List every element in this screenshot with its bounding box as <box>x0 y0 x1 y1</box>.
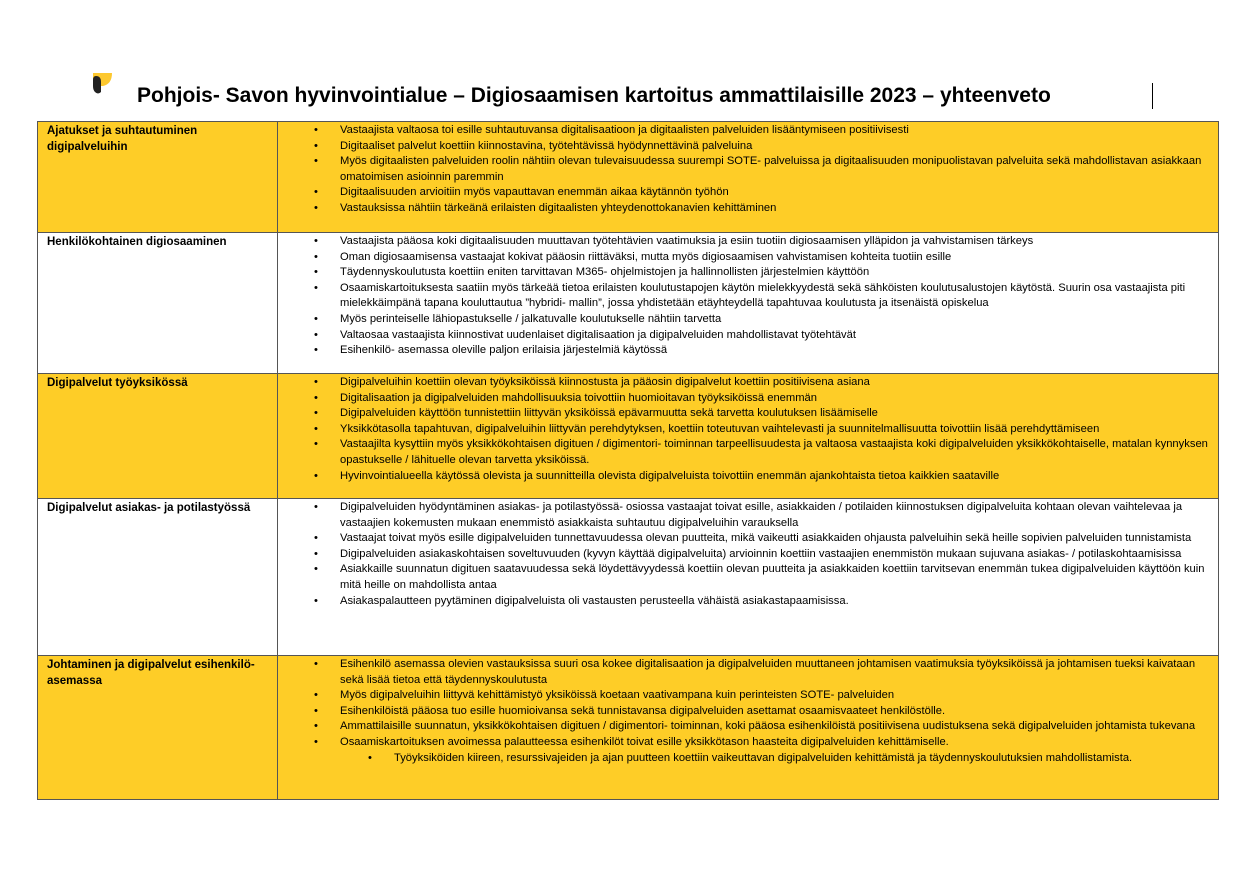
table-row <box>38 374 1219 499</box>
list-item: • Vastaajista pääosa koki digitaalisuuden muuttavan työtehtävien vaatimuksia ja esiin tuotiin digiosaamisen ylläpidon ja vahvistamisen tärkeys <box>278 234 1210 250</box>
list-item: • Digipalveluiden asiakaskohtaisen soveltuvuuden (kyvyn käyttää digipalveluita) arvioinnin koettiin vastaajien enemmistön mukaan sujuvana asiakas- / potilaskohtaamisissa <box>278 547 1210 563</box>
list-item: • Hyvinvointialueella käytössä olevista ja suunnitteilla olevista digipalveluista toivottiin enemmän ajankohtaista tietoa kaikkien saataville <box>278 469 1210 485</box>
list-item: • Oman digiosaamisensa vastaajat kokivat pääosin riittäväksi, mutta myös digiosaamisen vahvistamisen kohteita tuotiin esille <box>278 250 1210 266</box>
list-item: • Esihenkilö- asemassa oleville paljon erilaisia järjestelmiä käytössä <box>278 343 1210 359</box>
text-cursor <box>1152 83 1153 109</box>
category-heading: Henkilökohtainen digiosaaminen <box>38 233 278 374</box>
bullet-list <box>278 656 1210 766</box>
list-item: • Digipalveluihin koettiin olevan työyksiköissä kiinnostusta ja pääosin digipalvelut koettiin positiivisena asiana <box>278 375 1210 391</box>
list-item: • Osaamiskartoituksesta saatiin myös tärkeää tietoa erilaisten koulutustapojen käytön mielekkyydestä sekä sähköisten koulutusalustojen käytöstä. Suurin osa vastaajista piti mielekkäimpänä tapana kouluttautua ”hybridi- mallin”, jossa yhdistetään etäyhteydellä tapahtuvaa koulutusta ja itsenäistä opiskelua <box>278 281 1210 312</box>
list-item: • Digitaaliset palvelut koettiin kiinnostavina, työtehtävissä hyödynnettävinä palveluina <box>278 139 1210 155</box>
bullet-list <box>278 122 1210 217</box>
leaf-logo-icon <box>90 72 114 96</box>
page-title: Pohjois- Savon hyvinvointialue – Digiosaamisen kartoitus ammattilaisille 2023 – yhteenveto <box>137 84 1051 107</box>
list-item: • Vastaajilta kysyttiin myös yksikkökohtaisen digituen / digimentori- toiminnan tarpeellisuudesta ja valtaosa vastaajista koki digipalveluiden yksikkökohtaiselle, matalan kynnyksen opastukselle / lähituelle olevan tarvetta yksiköissä. <box>278 437 1210 468</box>
list-item: • Myös digipalveluihin liittyvä kehittämistyö yksiköissä koetaan vaativampana kuin perinteisten SOTE- palveluiden <box>278 688 1210 704</box>
category-content <box>278 499 1219 656</box>
list-item: • Digipalveluiden käyttöön tunnistettiin liittyvän yksiköissä epävarmuutta sekä tarvetta koulutuksen lisäämiselle <box>278 406 1210 422</box>
list-item: • Vastauksissa nähtiin tärkeänä erilaisten digitaalisten yhteydenottokanavien kehittäminen <box>278 201 1210 217</box>
list-item: • Osaamiskartoituksen avoimessa palautteessa esihenkilöt toivat esille yksikkötason haasteita digipalveluiden kehittämiselle. <box>278 735 1210 751</box>
table-row <box>38 122 1219 233</box>
list-item: • Asiakkaille suunnatun digituen saatavuudessa sekä löydettävyydessä koettiin olevan puutteita ja asiakkaiden koettiin tarvitsevan enemmän tukea digipalveluiden käyttöön kuin mitä heille on mahdollista antaa <box>278 562 1210 593</box>
table-row <box>38 656 1219 800</box>
category-content <box>278 233 1219 374</box>
list-item: • Digitaalisuuden arvioitiin myös vapauttavan enemmän aikaa käytännön työhön <box>278 185 1210 201</box>
category-heading: Johtaminen ja digipalvelut esihenkilö- asemassa <box>38 656 278 800</box>
category-content <box>278 374 1219 499</box>
table-row <box>38 233 1219 374</box>
bullet-list <box>278 374 1210 484</box>
list-item: • Vastaajat toivat myös esille digipalveluiden tunnettavuudessa olevan puutteita, mikä vaikeutti asiakkaiden ohjausta palveluihin sekä heille sopivien palveluiden tunnistamista <box>278 531 1210 547</box>
category-heading: Ajatukset ja suhtautuminen digipalveluihin <box>38 122 278 233</box>
category-content <box>278 122 1219 233</box>
list-item: • Valtaosaa vastaajista kiinnostivat uudenlaiset digitalisaation ja digipalveluiden mahdollistavat työtehtävät <box>278 328 1210 344</box>
sub-list-item: • Työyksiköiden kiireen, resurssivajeiden ja ajan puutteen koettiin vaikeuttavan digipalveluiden kehittämistä ja täydennyskoulutuksien mahdollistamista. <box>278 751 1210 767</box>
list-item: • Digipalveluiden hyödyntäminen asiakas- ja potilastyössä- osiossa vastaajat toivat esille, asiakkaiden / potilaiden kiinnostuksen digipalveluita kohtaan olevan vaihtelevaa ja vastaajien kokemusten mukaan enemmistö asiakkaista suhtautuu digipalveluihin varauksella <box>278 500 1210 531</box>
bullet-list <box>278 233 1210 359</box>
category-content <box>278 656 1219 800</box>
list-item: • Asiakaspalautteen pyytäminen digipalveluista oli vastausten perusteella vähäistä asiakastapaamisissa. <box>278 594 1210 610</box>
summary-table <box>37 121 1219 800</box>
list-item: • Ammattilaisille suunnatun, yksikkökohtaisen digituen / digimentori- toiminnan, koki pääosa esihenkilöistä positiivisena uudistuksena sekä digipalveluiden johtamista tukevana <box>278 719 1210 735</box>
list-item: • Esihenkilö asemassa olevien vastauksissa suuri osa kokee digitalisaation ja digipalveluiden muuttaneen johtamisen vaatimuksia työyksiköissä ja johtamisen tueksi kaivataan sekä lisää tietoa että täydennyskoulutusta <box>278 657 1210 688</box>
list-item: • Myös perinteiselle lähiopastukselle / jalkatuvalle koulutukselle nähtiin tarvetta <box>278 312 1210 328</box>
list-item: • Täydennyskoulutusta koettiin eniten tarvittavan M365- ohjelmistojen ja hallinnollisten järjestelmien käyttöön <box>278 265 1210 281</box>
bullet-list <box>278 499 1210 609</box>
list-item: • Vastaajista valtaosa toi esille suhtautuvansa digitalisaatioon ja digitaalisten palveluiden lisääntymiseen positiivisesti <box>278 123 1210 139</box>
list-item: • Yksikkötasolla tapahtuvan, digipalveluihin liittyvän perehdytyksen, koettiin toteutuvan vaihtelevasti ja suunnitelmallisuutta toivottiin lisää perehdyttämiseen <box>278 422 1210 438</box>
list-item: • Esihenkilöistä pääosa tuo esille huomioivansa sekä tunnistavansa digipalveluiden asettamat osaamisvaateet henkilöstölle. <box>278 704 1210 720</box>
list-item: • Myös digitaalisten palveluiden roolin nähtiin olevan tulevaisuudessa suurempi SOTE- palveluissa ja digitaalisuuden monipuolistavan palveluita sekä mahdollistavan asiakkaan omatoimisen asioinnin paremmin <box>278 154 1210 185</box>
category-heading: Digipalvelut asiakas- ja potilastyössä <box>38 499 278 656</box>
list-item: • Digitalisaation ja digipalveluiden mahdollisuuksia toivottiin huomioitavan työyksiköissä enemmän <box>278 391 1210 407</box>
table-row <box>38 499 1219 656</box>
category-heading: Digipalvelut työyksikössä <box>38 374 278 499</box>
